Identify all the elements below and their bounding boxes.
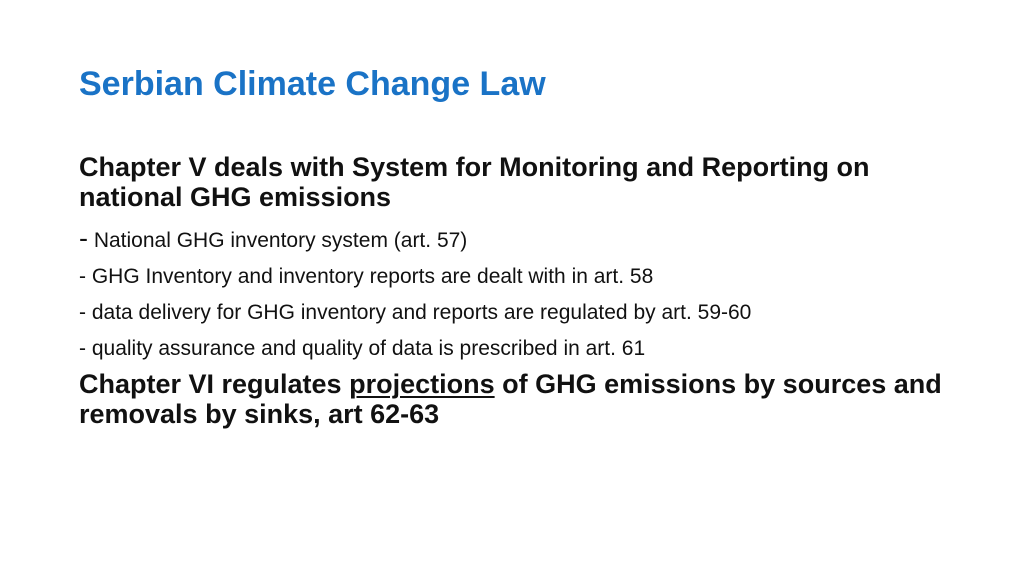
bullet-dash: - <box>79 223 88 253</box>
chapter-vi-heading <box>79 369 959 429</box>
chapter-vi-text-after: of GHG emissions by sources and removals by sinks, art 62-63 <box>79 369 942 429</box>
bullet-text: quality assurance and quality of data is prescribed in art. 61 <box>86 337 646 360</box>
bullet-item <box>79 301 959 325</box>
slide-title: Serbian Climate Change Law <box>79 65 546 103</box>
bullet-dash: - <box>79 265 86 288</box>
chapter-vi-text-before: Chapter VI regulates <box>79 369 350 399</box>
bullet-item <box>79 223 959 253</box>
slide-body <box>79 152 959 429</box>
bullet-text: data delivery for GHG inventory and reports are regulated by art. 59-60 <box>86 301 752 324</box>
bullet-text: National GHG inventory system (art. 57) <box>88 229 468 252</box>
bullet-text: GHG Inventory and inventory reports are dealt with in art. 58 <box>86 265 654 288</box>
projections-underlined: projections <box>349 369 495 399</box>
bullet-item <box>79 265 959 289</box>
bullet-dash: - <box>79 301 86 324</box>
bullet-dash: - <box>79 337 86 360</box>
chapter-v-heading: Chapter V deals with System for Monitoring and Reporting on national GHG emissions <box>79 152 870 212</box>
bullet-item <box>79 337 959 361</box>
